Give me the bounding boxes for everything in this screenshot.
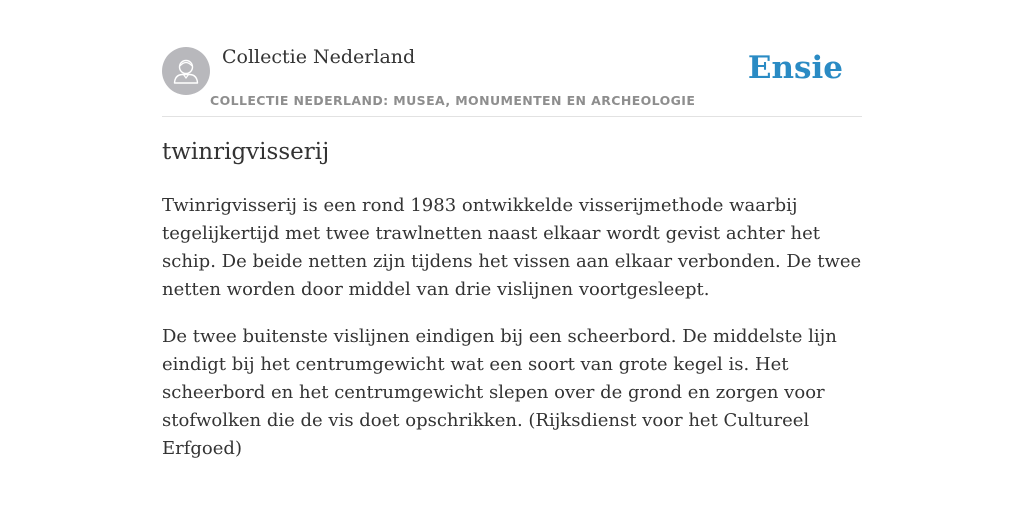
article-header bbox=[162, 40, 862, 117]
article-title: twinrigvisserij bbox=[162, 139, 330, 165]
ensie-logo[interactable]: Ensie bbox=[747, 50, 843, 86]
article-body bbox=[162, 192, 867, 482]
user-silhouette-icon bbox=[162, 47, 210, 95]
author-name[interactable]: Collectie Nederland bbox=[222, 46, 416, 68]
avatar[interactable] bbox=[162, 47, 210, 95]
source-label[interactable]: COLLECTIE NEDERLAND: MUSEA, MONUMENTEN EN ARCHEOLOGIE bbox=[210, 93, 696, 108]
article-paragraph: Twinrigvisserij is een rond 1983 ontwikkelde visserijmethode waarbij tegelijkertijd met twee trawlnetten naast elkaar wordt gevist achter het schip. De beide netten zijn tijdens het vissen aan elkaar verbonden. De twee netten worden door middel van drie vislijnen voortgesleept. bbox=[162, 195, 862, 300]
article-paragraph: De twee buitenste vislijnen eindigen bij een scheerbord. De middelste lijn eindigt bij het centrumgewicht wat een soort van grote kegel is. Het scheerbord en het centrumgewicht slepen over de grond en zorgen voor stofwolken die de vis doet opschrikken. (Rijksdienst voor het Cultureel Erfgoed) bbox=[162, 326, 837, 459]
